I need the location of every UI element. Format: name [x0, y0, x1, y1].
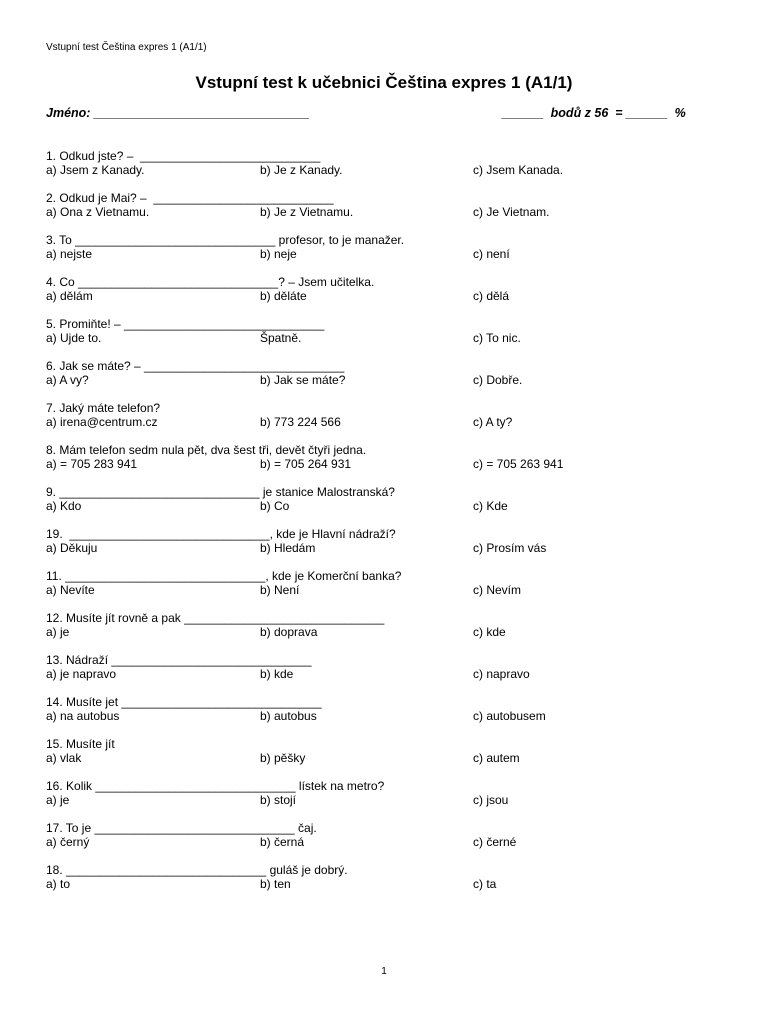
question-18 [46, 863, 746, 893]
page-number: 1 [381, 966, 387, 977]
option-a: a) je [46, 793, 70, 807]
option-b: b) doprava [260, 625, 318, 639]
option-b: b) = 705 264 931 [260, 457, 352, 471]
name-field-line: Jméno: _______________________________ [46, 106, 310, 120]
option-c: c) ta [473, 877, 497, 891]
question-text: 15. Musíte jít [46, 737, 115, 751]
option-a: a) = 705 283 941 [46, 457, 138, 471]
question-10 [46, 527, 746, 557]
question-text: 17. To je ______________________________ čaj. [46, 821, 317, 835]
option-c: c) dělá [473, 289, 510, 303]
option-b: b) Není [260, 583, 300, 597]
option-c: c) Nevím [473, 583, 521, 597]
question-5 [46, 317, 746, 347]
option-a: a) Jsem z Kanady. [46, 163, 145, 177]
option-a: a) dělám [46, 289, 93, 303]
question-15 [46, 737, 746, 767]
option-b: b) pěšky [260, 751, 306, 765]
question-13 [46, 653, 746, 683]
option-c: c) není [473, 247, 510, 261]
option-c: c) černé [473, 835, 517, 849]
question-17 [46, 821, 746, 851]
option-c: c) jsou [473, 793, 509, 807]
option-b: b) kde [260, 667, 294, 681]
option-a: a) Ujde to. [46, 331, 102, 345]
question-7 [46, 401, 746, 431]
option-c: c) autobusem [473, 709, 546, 723]
option-a: a) nejste [46, 247, 93, 261]
option-b: b) Jak se máte? [260, 373, 346, 387]
option-a: a) vlak [46, 751, 82, 765]
option-c: c) Dobře. [473, 373, 523, 387]
question-12 [46, 611, 746, 641]
option-c: c) A ty? [473, 415, 513, 429]
option-a: a) Nevíte [46, 583, 95, 597]
option-c: c) To nic. [473, 331, 521, 345]
option-b: b) černá [260, 835, 305, 849]
option-b: b) Je z Vietnamu. [260, 205, 354, 219]
option-a: a) je napravo [46, 667, 117, 681]
option-b: b) stojí [260, 793, 297, 807]
option-c: c) = 705 263 941 [473, 457, 564, 471]
option-a: a) to [46, 877, 71, 891]
question-8 [46, 443, 746, 473]
question-text: 3. To ______________________________ profesor, to je manažer. [46, 233, 405, 247]
option-b: b) neje [260, 247, 297, 261]
question-text: 14. Musíte jet ______________________________ [46, 695, 322, 709]
question-text: 11. ______________________________, kde je Komerční banka? [46, 569, 402, 583]
question-text: 18. ______________________________ guláš je dobrý. [46, 863, 348, 877]
question-4 [46, 275, 746, 305]
option-b: b) autobus [260, 709, 317, 723]
option-c: c) napravo [473, 667, 530, 681]
question-text: 2. Odkud je Mai? – ___________________________ [46, 191, 334, 205]
option-b: b) Hledám [260, 541, 316, 555]
option-b: b) děláte [260, 289, 307, 303]
running-header: Vstupní test Čeština expres 1 (A1/1) [46, 42, 207, 53]
question-text: 4. Co ______________________________? – Jsem učitelka. [46, 275, 375, 289]
option-a: a) Kdo [46, 499, 82, 513]
option-a: a) černý [46, 835, 90, 849]
question-6 [46, 359, 746, 389]
question-14 [46, 695, 746, 725]
option-c: c) kde [473, 625, 506, 639]
question-text: 12. Musíte jít rovně a pak ______________________________ [46, 611, 385, 625]
question-text: 6. Jak se máte? – ______________________________ [46, 359, 345, 373]
option-a: a) Děkuju [46, 541, 98, 555]
question-2 [46, 191, 746, 221]
option-a: a) na autobus [46, 709, 120, 723]
question-1 [46, 149, 746, 179]
option-a: a) Ona z Vietnamu. [46, 205, 150, 219]
score-field-line: ______ bodů z 56 = ______ % [502, 106, 686, 120]
option-a: a) je [46, 625, 70, 639]
question-text: 7. Jaký máte telefon? [46, 401, 161, 415]
option-b: b) Co [260, 499, 290, 513]
option-b: b) ten [260, 877, 291, 891]
question-text: 16. Kolik ______________________________ lístek na metro? [46, 779, 385, 793]
option-b: Špatně. [260, 331, 302, 345]
page-title: Vstupní test k učebnici Čeština expres 1 (A1/1) [195, 73, 573, 92]
question-11 [46, 569, 746, 599]
question-text: 9. ______________________________ je stanice Malostranská? [46, 485, 395, 499]
question-text: 1. Odkud jste? – ___________________________ [46, 149, 321, 163]
option-c: c) Jsem Kanada. [473, 163, 564, 177]
option-c: c) Kde [473, 499, 508, 513]
question-16 [46, 779, 746, 809]
question-text: 5. Promiňte! – ______________________________ [46, 317, 325, 331]
question-text: 8. Mám telefon sedm nula pět, dva šest tři, devět čtyři jedna. [46, 443, 367, 457]
option-c: c) Je Vietnam. [473, 205, 550, 219]
question-text: 19. ______________________________, kde je Hlavní nádraží? [46, 527, 396, 541]
option-b: b) 773 224 566 [260, 415, 341, 429]
option-c: c) Prosím vás [473, 541, 547, 555]
question-9 [46, 485, 746, 515]
option-a: a) irena@centrum.cz [46, 415, 158, 429]
option-b: b) Je z Kanady. [260, 163, 343, 177]
question-3 [46, 233, 746, 263]
question-text: 13. Nádraží ______________________________ [46, 653, 312, 667]
option-a: a) A vy? [46, 373, 89, 387]
option-c: c) autem [473, 751, 520, 765]
